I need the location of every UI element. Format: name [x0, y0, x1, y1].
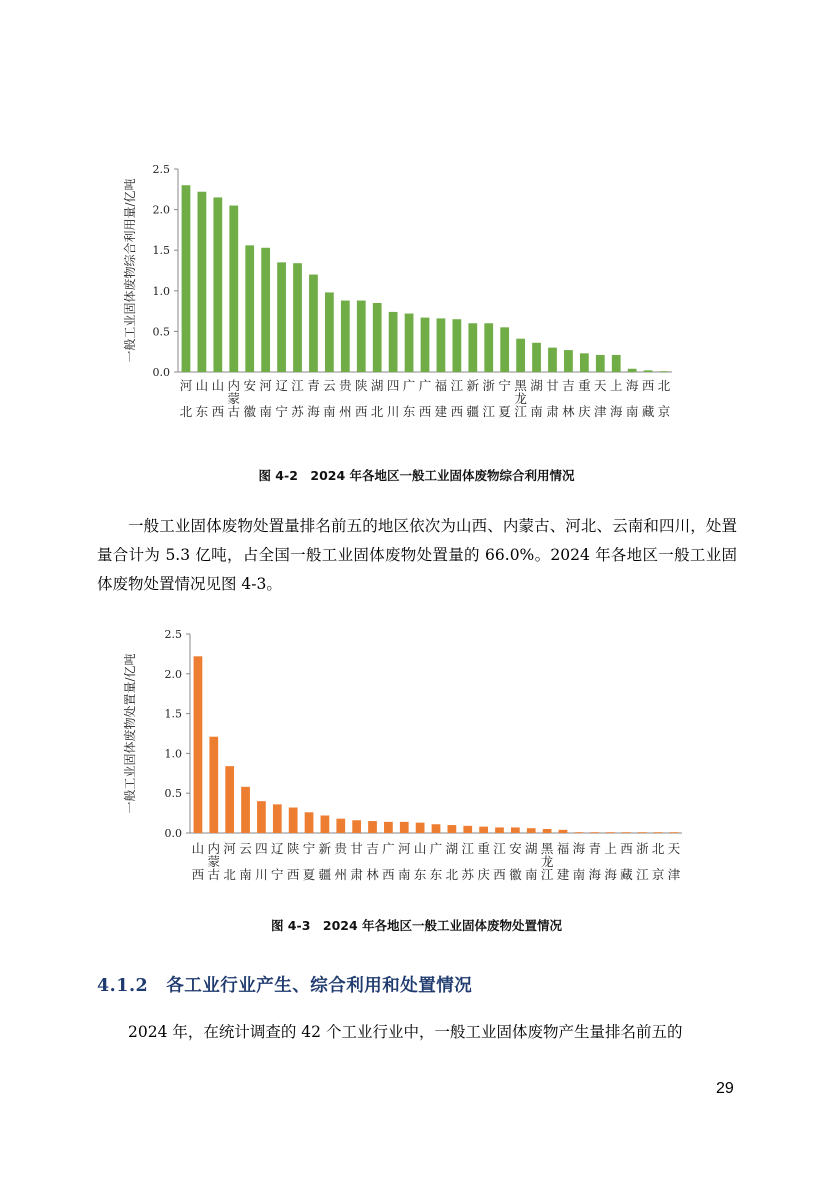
x-tick-label-河北: 河北 — [223, 841, 236, 882]
x-tick-label-天津: 天津 — [667, 841, 681, 882]
y-tick-label: 1.0 — [164, 747, 182, 761]
bar-辽宁 — [277, 262, 286, 372]
y-tick-label: 0.5 — [152, 325, 170, 339]
x-tick-label-北京: 北京 — [651, 841, 665, 882]
x-tick-label-安徽: 安徽 — [509, 841, 522, 882]
bar-陕西 — [357, 301, 366, 372]
x-tick-label-贵州: 贵州 — [334, 841, 348, 882]
section-title: 各工业行业产生、综合利用和处置情况 — [166, 976, 473, 996]
x-tick-label-北京: 北京 — [657, 378, 671, 419]
y-axis-label: 一般工业固体废物处置量/亿吨 — [123, 653, 137, 814]
x-tick-label-湖南: 湖南 — [530, 378, 543, 419]
bar-湖南 — [527, 828, 536, 833]
x-tick-label-重庆: 重庆 — [477, 841, 490, 882]
x-tick-label-吉林: 吉林 — [562, 378, 575, 419]
bar-黑龙江 — [516, 339, 525, 372]
y-tick-label: 2.5 — [164, 628, 182, 641]
bar-山东 — [198, 192, 207, 372]
bar-四川 — [257, 801, 266, 833]
bar-江西 — [495, 827, 504, 833]
bar-广西 — [384, 822, 393, 833]
x-tick-label-湖北: 湖北 — [370, 378, 384, 419]
page-number: 29 — [716, 1080, 734, 1097]
x-tick-label-河北: 河北 — [179, 378, 193, 419]
bar-安徽 — [245, 245, 254, 372]
x-tick-label-甘肃: 甘肃 — [350, 841, 363, 882]
y-tick-label: 0.5 — [164, 787, 182, 801]
bar-北京 — [654, 832, 663, 833]
x-tick-label-山东: 山东 — [195, 378, 209, 419]
bar-河北 — [182, 185, 191, 372]
bar-山西 — [213, 197, 222, 372]
bar-河南 — [400, 822, 409, 833]
x-tick-label-西藏: 西藏 — [641, 378, 655, 419]
x-tick-label-广西: 广西 — [418, 378, 432, 419]
bar-陕西 — [289, 808, 298, 833]
x-tick-label-宁夏: 宁夏 — [498, 378, 511, 419]
bar-西藏 — [644, 370, 653, 372]
bar-云南 — [325, 292, 334, 372]
x-tick-label-海南: 海南 — [572, 841, 586, 882]
x-tick-label-江西: 江西 — [493, 841, 506, 882]
bar-山东 — [416, 823, 425, 833]
bar-西藏 — [622, 832, 631, 833]
bar-内蒙古 — [229, 206, 238, 372]
body-paragraph-2 — [97, 1018, 737, 1047]
x-tick-label-广东: 广东 — [429, 841, 443, 882]
x-tick-label-江西: 江西 — [450, 378, 464, 419]
bar-辽宁 — [273, 804, 282, 833]
x-tick-label-新疆: 新疆 — [318, 841, 332, 882]
x-tick-label-广西: 广西 — [382, 841, 395, 882]
bar-内蒙古 — [209, 737, 218, 833]
paragraph-text: 一般工业固体废物处置量排名前五的地区依次为山西、内蒙古、河北、云南和四川，处置量合计为 5.3 亿吨，占全国一般工业固体废物处置量的 66.0%。2024 年各地区一般工业固体废物处置情况见图 4-3。 — [97, 517, 737, 593]
x-tick-label-宁夏: 宁夏 — [302, 841, 316, 882]
bar-河南 — [261, 248, 270, 372]
x-tick-label-福建: 福建 — [434, 378, 448, 419]
bar-广西 — [421, 318, 430, 372]
y-tick-label: 1.5 — [152, 244, 170, 258]
x-tick-label-重庆: 重庆 — [578, 378, 591, 419]
paragraph-text-2: 2024 年，在统计调查的 42 个工业行业中，一般工业固体废物产生量排名前五的 — [128, 1023, 683, 1041]
x-tick-label-湖北: 湖北 — [445, 841, 459, 882]
y-tick-label: 1.0 — [152, 284, 170, 298]
section-number: 4.1.2 — [97, 976, 149, 996]
bar-重庆 — [580, 353, 589, 372]
x-tick-label-海南: 海南 — [625, 378, 639, 419]
x-tick-label-辽宁: 辽宁 — [271, 841, 284, 882]
body-paragraph — [97, 512, 737, 599]
bar-贵州 — [336, 819, 345, 833]
bar-四川 — [389, 312, 398, 372]
x-tick-label-山西: 山西 — [191, 841, 205, 882]
x-tick-label-湖南: 湖南 — [524, 841, 538, 882]
bar-新疆 — [468, 323, 477, 372]
bar-江苏 — [293, 263, 302, 372]
x-tick-label-青海: 青海 — [307, 378, 320, 419]
y-axis-label: 一般工业固体废物综合利用量/亿吨 — [123, 178, 137, 363]
bar-海南 — [628, 369, 637, 372]
y-tick-label: 1.5 — [164, 707, 182, 721]
x-tick-label-江苏: 江苏 — [291, 378, 304, 419]
bar-云南 — [241, 787, 250, 833]
x-tick-label-上海: 上海 — [604, 841, 617, 882]
figure-caption-4-3: 图 4-3 2024 年各地区一般工业固体废物处置情况 — [270, 918, 563, 933]
x-tick-label-福建: 福建 — [556, 841, 570, 882]
x-tick-label-陕西: 陕西 — [286, 841, 300, 882]
bar-宁夏 — [500, 327, 509, 372]
x-tick-label-四川: 四川 — [386, 378, 400, 419]
figure-caption-4-2: 图 4-2 2024 年各地区一般工业固体废物综合利用情况 — [258, 468, 575, 483]
bar-湖南 — [532, 343, 541, 372]
bar-浙江 — [484, 323, 493, 372]
y-tick-label: 2.0 — [164, 667, 182, 681]
x-tick-label-内蒙古: 内蒙古 — [227, 378, 241, 419]
x-tick-label-甘肃: 甘肃 — [546, 378, 559, 419]
chart-comprehensive-utilization — [120, 155, 690, 425]
bar-天津 — [670, 832, 679, 833]
x-tick-label-西藏: 西藏 — [620, 841, 633, 882]
bar-福建 — [559, 830, 568, 833]
bar-新疆 — [321, 815, 330, 833]
x-tick-label-黑龙江: 黑龙江 — [540, 841, 554, 882]
x-tick-label-四川: 四川 — [255, 841, 268, 882]
bar-天津 — [596, 355, 605, 372]
bar-青海 — [309, 275, 318, 372]
bar-上海 — [612, 355, 621, 372]
bar-重庆 — [479, 827, 488, 833]
x-tick-label-上海: 上海 — [609, 378, 623, 419]
bar-甘肃 — [352, 820, 361, 833]
y-tick-label: 0.0 — [164, 827, 182, 840]
bar-吉林 — [564, 350, 573, 372]
bar-山西 — [194, 656, 203, 833]
y-tick-label: 2.5 — [152, 163, 170, 176]
x-tick-label-云南: 云南 — [239, 841, 252, 882]
x-tick-label-吉林: 吉林 — [366, 841, 379, 882]
y-tick-label: 0.0 — [152, 366, 170, 379]
bar-青海 — [590, 832, 599, 833]
bar-黑龙江 — [543, 829, 552, 833]
x-tick-label-贵州: 贵州 — [339, 378, 352, 419]
bar-北京 — [660, 371, 669, 372]
x-tick-label-山西: 山西 — [211, 378, 225, 419]
y-tick-label: 2.0 — [152, 203, 170, 217]
bar-江苏 — [463, 826, 472, 833]
x-tick-label-黑龙江: 黑龙江 — [514, 378, 527, 419]
bar-河北 — [225, 766, 234, 833]
x-tick-label-内蒙古: 内蒙古 — [207, 841, 221, 882]
chart-disposal — [120, 622, 690, 887]
bar-上海 — [606, 832, 615, 833]
bar-甘肃 — [548, 348, 557, 372]
bar-贵州 — [341, 301, 350, 372]
x-tick-label-天津: 天津 — [594, 378, 607, 419]
bar-广东 — [405, 314, 414, 372]
x-tick-label-陕西: 陕西 — [355, 378, 368, 419]
x-tick-label-江苏: 江苏 — [461, 841, 474, 882]
x-tick-label-安徽: 安徽 — [243, 378, 256, 419]
x-tick-label-广东: 广东 — [402, 378, 416, 419]
section-heading — [97, 972, 472, 997]
x-tick-label-浙江: 浙江 — [636, 841, 649, 882]
bar-宁夏 — [305, 812, 314, 833]
x-tick-label-河南: 河南 — [259, 378, 272, 419]
bar-安徽 — [511, 827, 520, 833]
bar-海南 — [574, 832, 583, 833]
bar-浙江 — [638, 832, 647, 833]
bar-广东 — [432, 824, 441, 833]
x-tick-label-辽宁: 辽宁 — [275, 378, 288, 419]
x-tick-label-河南: 河南 — [398, 841, 411, 882]
x-tick-label-青海: 青海 — [588, 841, 601, 882]
bar-江西 — [452, 319, 461, 372]
x-tick-label-云南: 云南 — [323, 378, 336, 419]
x-tick-label-山东: 山东 — [413, 841, 427, 882]
bar-福建 — [437, 318, 446, 372]
x-tick-label-新疆: 新疆 — [466, 378, 480, 419]
bar-吉林 — [368, 821, 377, 833]
bar-湖北 — [448, 825, 457, 833]
bar-湖北 — [373, 303, 382, 372]
x-tick-label-浙江: 浙江 — [482, 378, 495, 419]
